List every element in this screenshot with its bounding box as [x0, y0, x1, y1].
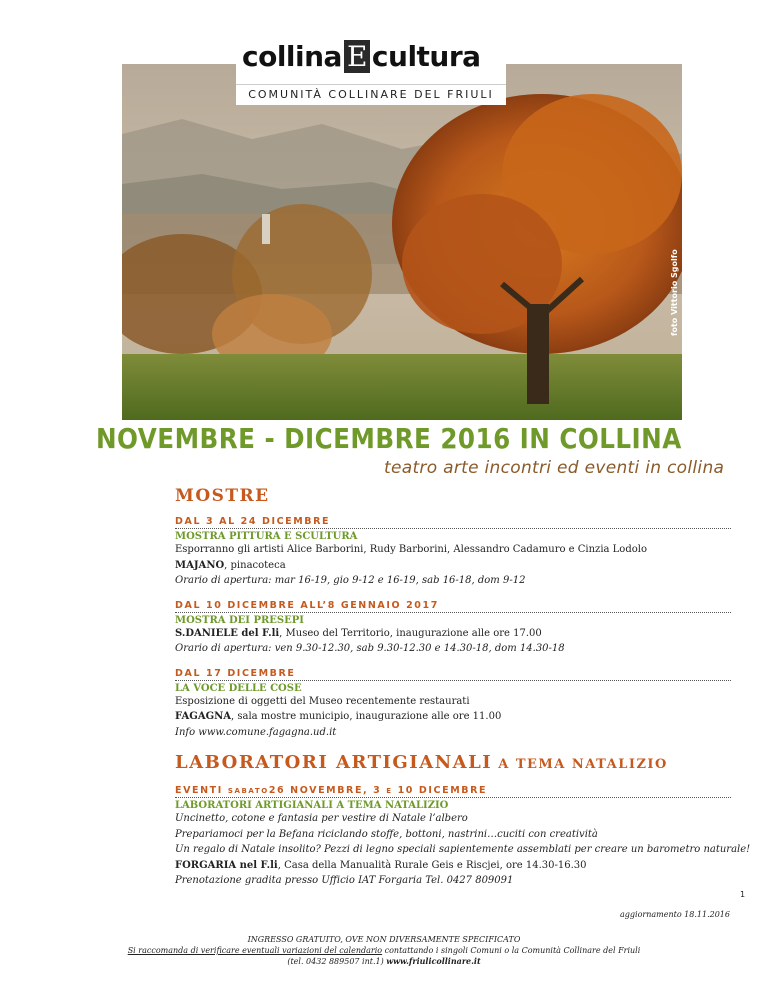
- event-info: Orario di apertura: ven 9.30-12.30, sab 9.30-12.30 e 14.30-18, dom 14.30-18: [175, 643, 565, 654]
- event-title: LA VOCE DELLE COSE: [175, 682, 302, 694]
- tagline: teatro arte incontri ed eventi in collina: [384, 458, 725, 478]
- footer-website-link[interactable]: www.friulicollinare.it: [386, 956, 481, 966]
- event-info: Info www.comune.fagagna.ud.it: [175, 726, 337, 738]
- event-description: Un regalo di Natale insolito? Pezzi di legno speciali sapientemente assemblati per creare un barometro naturale!: [175, 844, 751, 855]
- section-heading-laboratori: [175, 752, 731, 773]
- footer-line-2: [0, 945, 768, 956]
- event-place-name: FORGARIA nel F.li: [175, 859, 278, 871]
- event-description: Uncinetto, cotone e fantasia per vestire di Natale l’albero: [175, 813, 468, 824]
- footer-phone: (tel. 0432 889507 int.1): [287, 957, 387, 966]
- event-place-detail: , sala mostre municipio, inaugurazione alle ore 11.00: [231, 711, 502, 722]
- event-place-name: FAGAGNA: [175, 711, 232, 722]
- hero-photo: [122, 64, 682, 420]
- date-part: EVENTI: [175, 785, 228, 796]
- event-date: DAL 10 DICEMBRE ALL’8 GENNAIO 2017: [175, 600, 731, 613]
- logo-word-cultura: cultura: [371, 40, 481, 73]
- event-item: [175, 785, 751, 889]
- footer-line-3: [0, 956, 768, 967]
- date-part: E: [386, 787, 393, 795]
- event-item: [175, 668, 731, 741]
- footer-line-1: INGRESSO GRATUITO, OVE NON DIVERSAMENTE SPECIFICATO: [247, 935, 521, 944]
- date-part: SABATO: [227, 787, 269, 795]
- event-place: [175, 858, 731, 874]
- event-date: DAL 3 AL 24 DICEMBRE: [175, 516, 731, 529]
- page-number: 1: [740, 890, 746, 899]
- page-title: NOVEMBRE - DICEMBRE 2016 IN COLLINA: [96, 422, 682, 455]
- footer: [0, 934, 768, 967]
- footer-line-2-rest: contattando i singoli Comuni o la Comunità Collinare del Friuli: [382, 946, 641, 955]
- event-description: Esporranno gli artisti Alice Barborini, Rudy Barborini, Alessandro Cadamuro e Cinzia Lodolo: [175, 544, 647, 555]
- event-place: [175, 626, 731, 642]
- update-date: aggiornamento 18.11.2016: [620, 910, 730, 919]
- event-description: Esposizione di oggetti del Museo recentemente restaurati: [175, 695, 470, 707]
- section-heading-mostre: MOSTRE: [175, 486, 270, 506]
- event-item: [175, 600, 731, 657]
- event-title: MOSTRA DEI PRESEPI: [175, 614, 304, 626]
- logo-letter-e: E: [344, 40, 370, 73]
- event-info: Orario di apertura: mar 16-19, gio 9-12 e 16-19, sab 16-18, dom 9-12: [175, 575, 526, 586]
- photo-credit: foto Vittorio Sgolfo: [670, 249, 679, 336]
- event-place-detail: , pinacoteca: [224, 559, 286, 571]
- event-place: [175, 558, 731, 574]
- event-date: [175, 785, 731, 798]
- heading-main: LABORATORI ARTIGIANALI: [175, 752, 493, 773]
- event-title: LABORATORI ARTIGIANALI A TEMA NATALIZIO: [175, 800, 449, 811]
- event-description: Prepariamoci per la Befana riciclando stoffe, bottoni, nastrini…cuciti con creatività: [175, 828, 598, 840]
- logo-word-collina: collina: [242, 40, 342, 73]
- event-date: DAL 17 DICEMBRE: [175, 668, 731, 681]
- event-title: MOSTRA PITTURA E SCULTURA: [175, 531, 358, 542]
- event-place-name: S.DANIELE del F.li: [175, 627, 280, 639]
- event-info: Prenotazione gradita presso Ufficio IAT Forgaria Tel. 0427 809091: [175, 875, 514, 886]
- event-place-detail: , Museo del Territorio, inaugurazione alle ore 17.00: [279, 627, 542, 639]
- event-place: [175, 709, 731, 725]
- collina-e-cultura-logo: [236, 36, 506, 104]
- date-part: 10 DICEMBRE: [392, 785, 488, 796]
- content: [175, 486, 751, 900]
- logo-wordmark: [242, 40, 481, 73]
- footer-underlined: Si raccomanda di verificare eventuali variazioni del calendario: [127, 946, 383, 955]
- event-item: [175, 516, 731, 589]
- heading-small: A TEMA NATALIZIO: [492, 757, 668, 772]
- event-place-detail: , Casa della Manualità Rurale Geis e Riscjei, ore 14.30-16.30: [277, 859, 587, 871]
- logo-subtitle: COMUNITÀ COLLINARE DEL FRIULI: [248, 88, 494, 101]
- date-part: 26 NOVEMBRE, 3: [268, 785, 387, 796]
- event-place-name: MAJANO: [175, 559, 225, 571]
